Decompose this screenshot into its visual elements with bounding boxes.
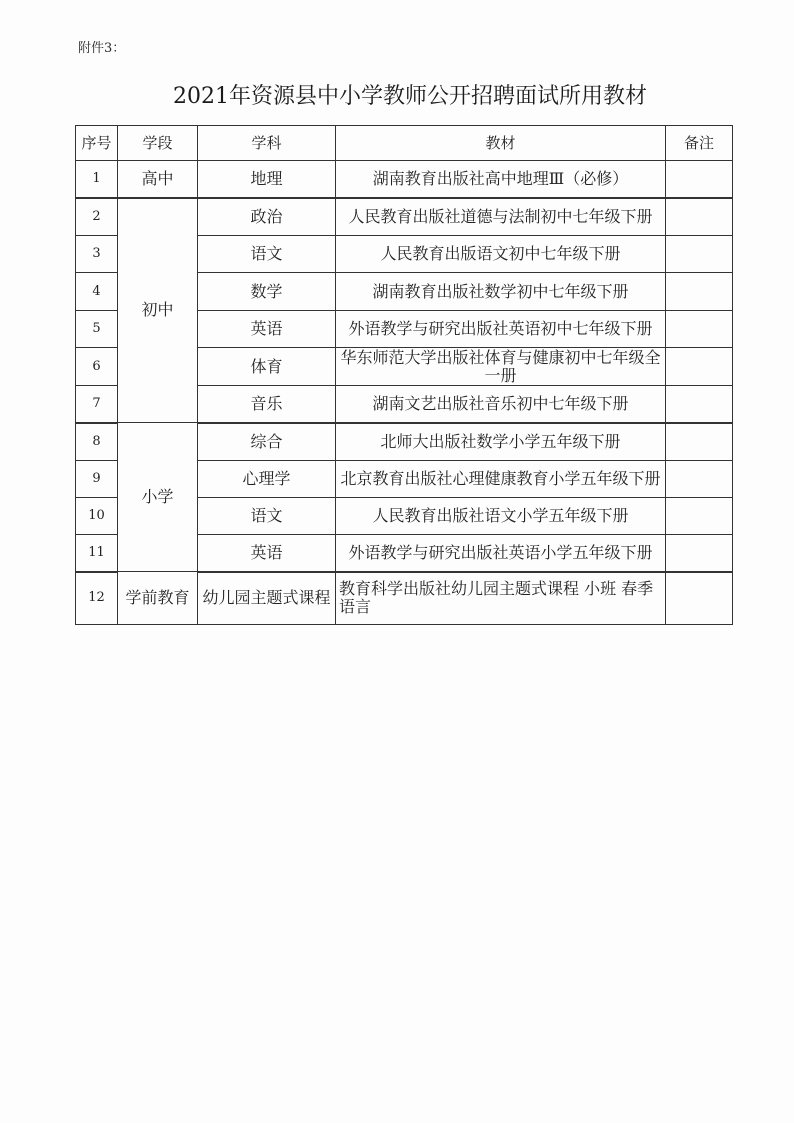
cell-remark	[666, 236, 733, 273]
cell-stage: 初中	[118, 198, 198, 423]
cell-textbook: 湖南教育出版社高中地理Ⅲ（必修）	[336, 161, 666, 198]
cell-textbook: 华东师范大学出版社体育与健康初中七年级全一册	[336, 348, 666, 386]
cell-subject: 幼儿园主题式课程	[198, 572, 336, 625]
cell-remark	[666, 386, 733, 423]
cell-stage: 学前教育	[118, 572, 198, 625]
cell-stage: 小学	[118, 423, 198, 572]
table-row	[76, 198, 733, 236]
cell-textbook: 北京教育出版社心理健康教育小学五年级下册	[336, 461, 666, 498]
cell-textbook: 人民教育出版社道德与法制初中七年级下册	[336, 198, 666, 236]
cell-remark	[666, 348, 733, 386]
cell-no: 6	[76, 348, 118, 386]
cell-no: 1	[76, 161, 118, 198]
cell-no: 11	[76, 535, 118, 572]
header-textbook: 教材	[336, 126, 666, 161]
cell-subject: 政治	[198, 198, 336, 236]
cell-no: 10	[76, 498, 118, 535]
cell-no: 12	[76, 572, 118, 625]
table-row	[76, 423, 733, 461]
cell-remark	[666, 498, 733, 535]
cell-textbook: 外语教学与研究出版社英语初中七年级下册	[336, 311, 666, 348]
cell-textbook: 湖南文艺出版社音乐初中七年级下册	[336, 386, 666, 423]
cell-subject: 语文	[198, 236, 336, 273]
cell-subject: 综合	[198, 423, 336, 461]
cell-no: 2	[76, 198, 118, 236]
textbook-table	[75, 125, 733, 625]
cell-no: 9	[76, 461, 118, 498]
cell-textbook: 北师大出版社数学小学五年级下册	[336, 423, 666, 461]
cell-subject: 地理	[198, 161, 336, 198]
cell-subject: 数学	[198, 273, 336, 311]
cell-no: 3	[76, 236, 118, 273]
header-subject: 学科	[198, 126, 336, 161]
cell-no: 4	[76, 273, 118, 311]
cell-textbook: 教育科学出版社幼儿园主题式课程 小班 春季语言	[336, 572, 666, 625]
cell-textbook: 人民教育出版社语文小学五年级下册	[336, 498, 666, 535]
cell-remark	[666, 535, 733, 572]
cell-subject: 音乐	[198, 386, 336, 423]
cell-remark	[666, 273, 733, 311]
table-header-row	[76, 126, 733, 161]
header-stage: 学段	[118, 126, 198, 161]
cell-remark	[666, 311, 733, 348]
table-row	[76, 161, 733, 198]
table-row	[76, 572, 733, 625]
cell-remark	[666, 572, 733, 625]
cell-no: 7	[76, 386, 118, 423]
cell-remark	[666, 423, 733, 461]
cell-subject: 体育	[198, 348, 336, 386]
header-remark: 备注	[666, 126, 733, 161]
document-title: 2021年资源县中小学教师公开招聘面试所用教材	[173, 84, 647, 109]
cell-textbook: 人民教育出版语文初中七年级下册	[336, 236, 666, 273]
cell-stage: 高中	[118, 161, 198, 198]
cell-subject: 心理学	[198, 461, 336, 498]
cell-subject: 英语	[198, 535, 336, 572]
cell-remark	[666, 198, 733, 236]
cell-no: 8	[76, 423, 118, 461]
cell-textbook: 湖南教育出版社数学初中七年级下册	[336, 273, 666, 311]
cell-subject: 语文	[198, 498, 336, 535]
header-no: 序号	[76, 126, 118, 161]
attachment-label: 附件3：	[78, 41, 126, 56]
cell-remark	[666, 161, 733, 198]
cell-remark	[666, 461, 733, 498]
cell-subject: 英语	[198, 311, 336, 348]
cell-no: 5	[76, 311, 118, 348]
cell-textbook: 外语教学与研究出版社英语小学五年级下册	[336, 535, 666, 572]
